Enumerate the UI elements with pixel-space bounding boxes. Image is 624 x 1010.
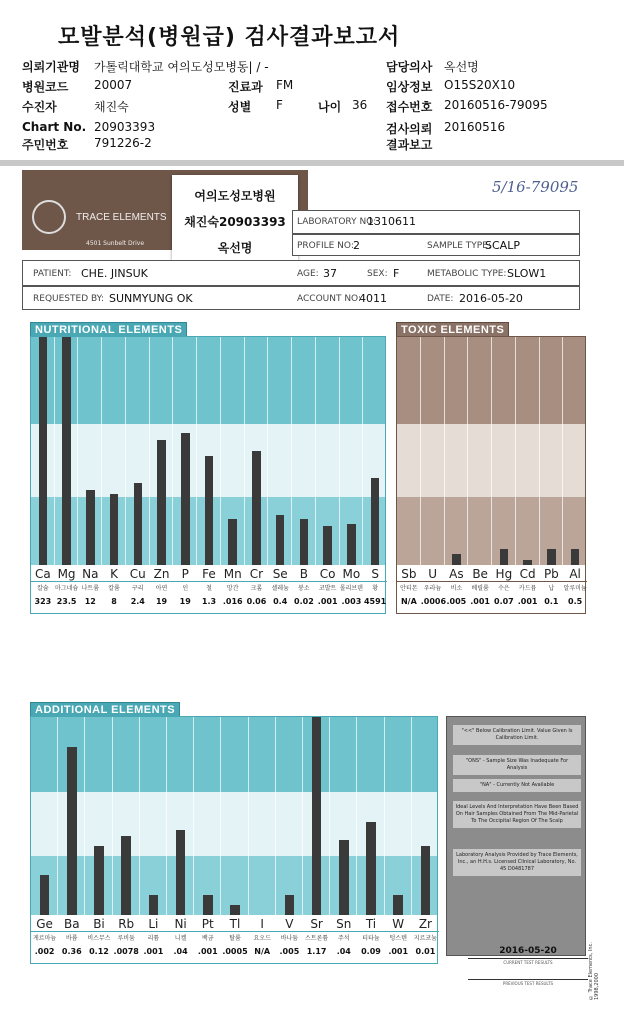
nutri-column-K <box>102 337 126 565</box>
addl-bar-Ti <box>366 822 376 915</box>
addl-result-Ni: .04 <box>173 947 188 956</box>
nutri-result-Cu: 2.4 <box>130 597 145 606</box>
legend-lab-provider: Laboratory Analysis Provided by Trace Elements, Inc., an H.H.s. Licensed Clinical Laboratory, No. 45 D0481787 <box>453 849 581 876</box>
nutri-result-Cr: 0.06 <box>246 597 267 606</box>
sample-label: SAMPLE TYPE: <box>427 241 491 251</box>
nutri-symbol-Cr: Cr <box>249 567 264 581</box>
toxic-symbol-Al: Al <box>569 567 581 581</box>
header-divider <box>0 160 624 166</box>
nutri-result-Se: 0.4 <box>273 597 288 606</box>
nutri-symbol-K: K <box>110 567 118 581</box>
nutri-column-Zn <box>150 337 174 565</box>
addl-result-Ge: .002 <box>34 947 55 956</box>
toxic-column-As <box>445 337 469 565</box>
addl-korean-Li: 리튬 <box>147 935 160 942</box>
nutri-korean-Zn: 아연 <box>155 585 168 592</box>
addl-column-Sn <box>330 717 357 915</box>
nutri-symbol-Na: Na <box>82 567 99 581</box>
addl-column-Ba <box>58 717 85 915</box>
addl-symbol-Bi: Bi <box>93 917 105 931</box>
lab-no-value: 1310611 <box>367 215 416 228</box>
addl-bar-Ni <box>176 830 186 915</box>
field-value-department: FM <box>276 78 294 92</box>
addl-result-Li: .001 <box>143 947 164 956</box>
current-test-date: 2016-05-20 <box>499 946 557 956</box>
field-label-clinical-info: 임상정보 <box>386 80 433 94</box>
legend-na: "NA" - Currently Not Available <box>453 779 581 792</box>
requested-box <box>22 286 580 310</box>
addl-result-Sn: .04 <box>336 947 351 956</box>
addl-column-Bi <box>85 717 112 915</box>
nutri-column-Ca <box>31 337 55 565</box>
toxic-korean-Pb: 납 <box>548 585 555 592</box>
nutri-symbol-Ca: Ca <box>34 567 51 581</box>
addl-korean-Sn: 주석 <box>337 935 350 942</box>
requested-value: SUNMYUNG OK <box>109 292 193 305</box>
addl-result-Rb: .0078 <box>113 947 139 956</box>
addl-bar-Ge <box>40 875 50 915</box>
profile-label: PROFILE NO: <box>297 241 354 251</box>
toxic-bar-Cd <box>523 560 532 565</box>
field-label-request-date: 검사의뢰 <box>386 122 433 136</box>
toxic-symbol-U: U <box>428 567 438 581</box>
report-title: 모발분석(병원급) 검사결과보고서 <box>58 25 401 50</box>
addl-divider <box>31 931 439 932</box>
nutri-bar-B <box>300 519 309 565</box>
toxic-result-As: .005 <box>446 597 467 606</box>
toxic-symbol-As: As <box>449 567 464 581</box>
addl-result-Zr: 0.01 <box>415 947 436 956</box>
addl-korean-V: 바나듐 <box>280 935 299 942</box>
addl-korean-Ni: 니켈 <box>174 935 187 942</box>
date-label: DATE: <box>427 294 454 304</box>
nutri-bar-Fe <box>205 456 214 565</box>
nutri-bar-P <box>181 433 190 565</box>
age-label: AGE: <box>297 269 319 279</box>
legend-below-calibration: "<<" Below Calibration Limit. Value Given Is Calibration Limit. <box>453 725 581 745</box>
nutri-result-Zn: 19 <box>155 597 168 606</box>
addl-symbol-Zr: Zr <box>418 917 432 931</box>
addl-symbol-Pt: Pt <box>201 917 214 931</box>
legend-ideal-levels: Ideal Levels And Interpretation Have Been Based On Hair Samples Obtained From The Mid-Parietal To The Occipital Region Of The Scalp <box>453 801 581 828</box>
nutri-symbol-Mg: Mg <box>57 567 76 581</box>
legend-panel <box>446 716 586 956</box>
addl-bar-Rb <box>121 836 131 915</box>
nutri-symbol-Co: Co <box>319 567 336 581</box>
toxic-korean-Be: 베릴륨 <box>471 585 489 592</box>
addl-column-Sr <box>303 717 330 915</box>
addl-bar-Li <box>149 895 159 915</box>
addl-korean-Sr: 스트론튬 <box>305 935 329 942</box>
age-value: 37 <box>323 267 337 280</box>
field-value-hospital-code: 20007 <box>94 78 133 92</box>
nutri-column-Mn <box>221 337 245 565</box>
toxic-result-Sb: N/A <box>400 597 417 606</box>
nutri-result-Mg: 23.5 <box>56 597 77 606</box>
field-label-report-date: 결과보고 <box>386 138 433 152</box>
lab-no-label: LABORATORY NO: <box>297 217 377 227</box>
addl-result-Tl: .0005 <box>222 947 248 956</box>
toxic-result-U: .0006 <box>420 597 447 606</box>
field-label-patient: 수진자 <box>22 100 57 114</box>
nutri-column-Co <box>316 337 340 565</box>
nutritional-title: NUTRITIONAL ELEMENTS <box>30 322 187 338</box>
toxic-column-U <box>421 337 445 565</box>
addl-column-V <box>276 717 303 915</box>
nutri-symbol-Mo: Mo <box>342 567 361 581</box>
addl-bar-Ba <box>67 747 77 915</box>
nutri-korean-B: 붕소 <box>298 585 310 592</box>
addl-bar-Bi <box>94 846 104 915</box>
toxic-bar-As <box>452 554 461 565</box>
addl-symbol-Sn: Sn <box>336 917 352 931</box>
addl-korean-Zr: 지르코늄 <box>413 935 437 942</box>
nutri-korean-Mo: 몰리브덴 <box>339 585 363 592</box>
sample-value: SCALP <box>485 239 520 252</box>
nutri-bar-Mg <box>62 337 71 565</box>
lab-brand: TRACE ELEMENTS <box>76 212 167 223</box>
addl-symbol-Li: Li <box>148 917 159 931</box>
addl-symbol-Ge: Ge <box>36 917 53 931</box>
metabolic-label: METABOLIC TYPE: <box>427 269 507 279</box>
patient-value: CHE. JINSUK <box>81 267 148 280</box>
lab-report <box>22 170 610 1000</box>
addl-korean-Pt: 백금 <box>201 935 214 942</box>
nutri-symbol-Cu: Cu <box>129 567 146 581</box>
field-label-receipt-no: 접수번호 <box>386 100 433 114</box>
addl-symbol-Rb: Rb <box>118 917 135 931</box>
toxic-symbol-Hg: Hg <box>495 567 513 581</box>
nutri-korean-Mg: 마그네슘 <box>54 585 79 592</box>
nutri-korean-P: 인 <box>182 585 189 592</box>
nutri-result-B: 0.02 <box>294 597 314 606</box>
addl-column-Pt <box>194 717 221 915</box>
addl-symbol-Ni: Ni <box>174 917 187 931</box>
toxic-result-Al: 0.5 <box>568 597 583 606</box>
addl-column-Rb <box>113 717 140 915</box>
nutri-bar-Se <box>276 515 285 565</box>
addl-bar-Sn <box>339 840 349 915</box>
nutri-symbol-Fe: Fe <box>202 567 216 581</box>
toxic-result-Be: .001 <box>470 597 490 606</box>
sex-label: SEX: <box>367 269 388 279</box>
toxic-column-Sb <box>397 337 421 565</box>
nutri-bar-Ca <box>39 337 48 565</box>
addl-column-Ti <box>357 717 384 915</box>
nutri-bar-Cr <box>252 451 261 565</box>
toxic-column-Hg <box>492 337 516 565</box>
toxic-korean-Hg: 수은 <box>498 585 510 592</box>
handwritten-note: 5/16-79095 <box>492 178 579 196</box>
toxic-result-Cd: .001 <box>517 597 538 606</box>
addl-symbol-Tl: Tl <box>229 917 241 931</box>
nutri-result-K: 8 <box>111 597 117 606</box>
field-value-chart-no: 20903393 <box>94 120 156 134</box>
addl-result-Ti: 0.09 <box>361 947 381 956</box>
nutri-bar-Mo <box>347 524 356 565</box>
lab-logo-icon <box>32 200 66 234</box>
nutri-symbol-S: S <box>371 567 379 581</box>
field-label-doctor: 담당의사 <box>386 60 433 74</box>
nutri-result-Na: 12 <box>84 597 96 606</box>
toxic-plot-area <box>397 337 585 565</box>
nutri-korean-Na: 나트륨 <box>81 585 99 592</box>
nutri-korean-Mn: 망간 <box>226 585 239 592</box>
field-label-hospital-code: 병원코드 <box>22 80 69 94</box>
nutri-bar-Zn <box>157 440 166 565</box>
field-label-age: 나이 <box>318 100 342 114</box>
requested-label: REQUESTED BY: <box>33 294 105 304</box>
toxic-symbol-Pb: Pb <box>543 567 559 581</box>
toxic-divider <box>397 581 587 582</box>
addl-result-Sr: 1.17 <box>306 947 327 956</box>
profile-value: 2 <box>353 239 360 252</box>
nutri-symbol-Mn: Mn <box>223 567 242 581</box>
addl-bar-V <box>285 895 295 915</box>
nutri-result-Mn: .016 <box>222 597 243 606</box>
addl-korean-Ba: 바륨 <box>65 935 78 942</box>
field-value-clinical-info: O15S20X10 <box>444 78 516 92</box>
field-label-resident-no: 주민번호 <box>22 138 69 152</box>
nutri-column-Fe <box>197 337 221 565</box>
addl-column-I <box>249 717 276 915</box>
field-label-chart-no: Chart No. <box>22 120 87 134</box>
nutri-korean-Fe: 철 <box>206 585 212 592</box>
addl-column-W <box>385 717 412 915</box>
nutri-result-Mo: .003 <box>341 597 362 606</box>
nutri-column-Na <box>78 337 102 565</box>
nutri-bar-Cu <box>134 483 143 565</box>
stamp-line-patient: 채진숙20903393 <box>184 215 286 229</box>
field-value-age: 36 <box>352 98 368 112</box>
current-test-label: CURRENT TEST RESULTS <box>468 958 588 965</box>
addl-column-Li <box>140 717 167 915</box>
toxic-column-Pb <box>540 337 564 565</box>
nutri-column-Mo <box>340 337 364 565</box>
addl-bar-Pt <box>203 895 213 915</box>
addl-korean-I: 요오드 <box>253 935 271 942</box>
addl-korean-Tl: 탈륨 <box>229 935 241 942</box>
nutri-symbol-B: B <box>299 567 309 581</box>
addl-result-I: N/A <box>254 947 271 956</box>
previous-test-label: PREVIOUS TEST RESULTS <box>468 979 588 986</box>
nutri-symbol-Se: Se <box>272 567 288 581</box>
nutri-column-S <box>363 337 387 565</box>
field-value-receipt-no: 20160516-79095 <box>444 98 548 112</box>
toxic-symbol-Sb: Sb <box>401 567 417 581</box>
addl-bar-Tl <box>230 905 240 915</box>
addl-symbol-Sr: Sr <box>310 917 323 931</box>
toxic-korean-As: 비소 <box>450 585 463 592</box>
toxic-result-Pb: 0.1 <box>544 597 559 606</box>
nutri-column-Cu <box>126 337 150 565</box>
toxic-bar-Hg <box>500 549 509 565</box>
patient-box <box>22 260 580 286</box>
stamp-line-doctor: 옥선명 <box>217 241 253 255</box>
nutri-bar-K <box>110 494 119 565</box>
toxic-bar-Pb <box>547 549 556 565</box>
addl-korean-Rb: 루비듐 <box>117 935 135 942</box>
nutri-result-Fe: 1.3 <box>201 597 217 606</box>
nutri-bar-Na <box>86 490 95 565</box>
patient-label: PATIENT: <box>33 269 72 279</box>
toxic-korean-U: 우라늄 <box>423 585 442 592</box>
toxic-chart <box>396 336 586 614</box>
addl-korean-Ge: 게르마늄 <box>33 935 57 942</box>
toxic-symbol-Be: Be <box>472 567 488 581</box>
date-value: 2016-05-20 <box>459 292 523 305</box>
field-label-sex: 성별 <box>228 100 252 114</box>
toxic-title: TOXIC ELEMENTS <box>396 322 509 338</box>
nutri-column-B <box>292 337 316 565</box>
field-label-institution: 의뢰기관명 <box>22 60 80 74</box>
nutri-result-Co: .001 <box>317 597 338 606</box>
nutri-korean-Co: 코발트 <box>318 585 337 592</box>
nutri-bar-S <box>371 478 380 565</box>
patient-stamp-label <box>172 175 298 261</box>
addl-korean-Bi: 비스무스 <box>87 935 111 942</box>
stamp-line-hospital: 여의도성모병원 <box>194 189 276 203</box>
addl-result-Pt: .001 <box>197 947 218 956</box>
nutri-divider <box>31 581 387 582</box>
toxic-column-Be <box>468 337 492 565</box>
addl-result-V: .005 <box>279 947 300 956</box>
copyright: © Trace Elements, Inc. 1998,2000 <box>588 942 600 1000</box>
nutri-column-Mg <box>55 337 79 565</box>
addl-bar-W <box>393 895 403 915</box>
addl-bar-Zr <box>421 846 431 915</box>
addl-korean-Ti: 티타늄 <box>362 935 380 942</box>
sex-value: F <box>393 267 400 280</box>
nutri-plot-area <box>31 337 385 565</box>
metabolic-value: SLOW1 <box>507 267 547 280</box>
addl-symbol-Ti: Ti <box>365 917 377 931</box>
addl-column-Zr <box>412 717 439 915</box>
nutri-column-Se <box>268 337 292 565</box>
addl-plot-area <box>31 717 437 915</box>
nutri-korean-Cr: 크롬 <box>250 585 263 592</box>
toxic-column-Al <box>563 337 587 565</box>
account-value: 4011 <box>359 292 387 305</box>
field-value-resident-no: 791226-2 <box>94 136 152 150</box>
addl-symbol-Ba: Ba <box>63 917 80 931</box>
field-value-patient: 채진숙 <box>94 100 129 114</box>
addl-result-Bi: 0.12 <box>89 947 109 956</box>
nutri-korean-Cu: 구리 <box>131 585 144 592</box>
field-value-institution: 가톨릭대학교 여의도성모병동| / - <box>94 60 269 74</box>
nutri-bar-Mn <box>228 519 237 565</box>
nutri-column-P <box>173 337 197 565</box>
report-header <box>0 0 624 162</box>
addl-column-Tl <box>221 717 248 915</box>
nutri-column-Cr <box>245 337 269 565</box>
nutri-result-S: 4591 <box>363 597 387 606</box>
additional-title: ADDITIONAL ELEMENTS <box>30 702 180 718</box>
addl-column-Ni <box>167 717 194 915</box>
toxic-korean-Al: 알루미늄 <box>563 585 587 592</box>
toxic-korean-Sb: 안티몬 <box>400 585 418 592</box>
field-value-doctor: 옥선명 <box>444 60 479 74</box>
nutri-korean-K: 칼륨 <box>108 585 120 592</box>
toxic-bar-Al <box>571 549 580 565</box>
legend-ons: "ONS" - Sample Size Was Inadequate For Analysis <box>453 755 581 775</box>
addl-symbol-W: W <box>392 917 405 931</box>
lab-address: 4501 Sunbelt Drive <box>86 240 145 247</box>
profile-box <box>292 234 580 256</box>
field-value-sex: F <box>276 98 283 112</box>
addl-korean-W: 텅스텐 <box>389 935 407 942</box>
addl-symbol-I: I <box>260 917 264 931</box>
additional-chart <box>30 716 438 964</box>
nutri-korean-Se: 셀레늄 <box>271 585 289 592</box>
addl-bar-Sr <box>312 717 322 915</box>
nutri-bar-Co <box>323 526 332 565</box>
nutri-symbol-P: P <box>181 567 189 581</box>
addl-result-W: .001 <box>388 947 409 956</box>
nutritional-chart <box>30 336 386 614</box>
nutri-korean-S: 황 <box>372 585 379 592</box>
addl-result-Ba: 0.36 <box>61 947 82 956</box>
nutri-result-Ca: 323 <box>34 597 52 606</box>
test-date-area <box>468 946 588 986</box>
toxic-korean-Cd: 카드뮴 <box>518 585 537 592</box>
account-label: ACCOUNT NO: <box>297 294 362 304</box>
nutri-symbol-Zn: Zn <box>153 567 170 581</box>
nutri-korean-Ca: 칼슘 <box>37 585 49 592</box>
toxic-result-Hg: 0.07 <box>494 597 514 606</box>
addl-symbol-V: V <box>285 917 294 931</box>
toxic-symbol-Cd: Cd <box>519 567 536 581</box>
nutri-result-P: 19 <box>179 597 191 606</box>
addl-column-Ge <box>31 717 58 915</box>
lab-number-box <box>292 210 580 234</box>
field-value-request-date: 20160516 <box>444 120 506 134</box>
field-label-department: 진료과 <box>228 80 263 94</box>
toxic-column-Cd <box>516 337 540 565</box>
